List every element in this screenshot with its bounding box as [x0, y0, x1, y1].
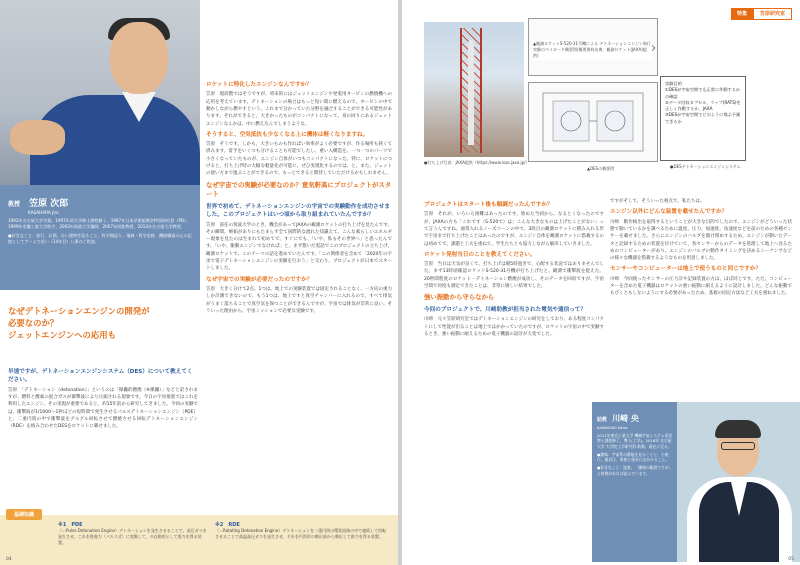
left-col-1: [8, 365, 198, 430]
headline-line-3: ジェットエンジンへの応用も: [8, 330, 116, 341]
des-diagram-graphic: [529, 83, 657, 161]
figure-label: ●DESデトネーションエンジンシステム: [670, 164, 741, 169]
des-caption: ▲DESの概要図: [587, 166, 615, 171]
right-col-1: [424, 198, 604, 338]
assistant-photo: [677, 402, 800, 562]
profile-kana: KASAHARA Jiro: [28, 210, 59, 215]
r-col1-para-3: 川崎 元々笠原研究室ではデトネーションエンジンの研究をしており、ある程度コンパクトにして性能が出ることは地上ではかかっていたのですが、ロケットの宇宙の中で実験するとき、強い振動に耐えるための電子機器の設計が大変でした。: [424, 317, 604, 337]
col2-heading-5: なぜ宇宙での実験が必要だったのですか？: [206, 276, 313, 283]
r-col2-para-2: 川崎 動作検出を取得するということが大きな目的でしたので、エンジンがどういった状態で動いているかを調べるために温度、圧力、加速度、角速度などを前のための各種センサーを載せました。さらにエンジンのバルブを開け閉めするため、エンジンが動いたデータと記録するための装置を付けていて、各センサーからのデータを処理して地上へ送るためのコンピューターがあり、エンジンのバルブの動作タイミングを決めるシーケンサなどの様々な機器を搭載するようなものを用意しました。: [610, 219, 792, 262]
r-col2-para-3: 川崎 今回使ったセンサーの圧力計や記録装置の方は、ほぼ同じです。ただ、コンピューターを含めた電子機器はロケットの強い振動に耐えるように設計しました。どんな振動でもびくともしないようにする必要があったため、基板の固定方法など工夫を重ねました。: [610, 276, 792, 297]
r-col2-heading-1: エンジン以外にどんな装置を載せたんですか？: [610, 209, 728, 216]
headline-line-2: 必要なのか？: [8, 318, 59, 329]
rocket-launch-photo: [424, 22, 524, 157]
k-profile-bio-1: 2011年東京工業大学 機械宇宙システム専攻 博士課程修了。博士(工学)。2016年 名古屋大学 大学院工学研究科 助教。現在に至る。: [597, 432, 673, 450]
professor-photo: [0, 0, 200, 185]
rde-title: ※2 RDE: [215, 522, 240, 528]
question-1: 早速ですが、デトネーションエンジンシステム（DES）について教えてください。: [8, 369, 193, 384]
r-col2-heading-2: センサーやコンピューターは地上で使うものと同じですか？: [610, 266, 762, 273]
profile-title: 教授: [8, 201, 21, 208]
goal-1: ①DESが宇宙空間でも正常に作動するかの確認: [665, 87, 741, 99]
col2-para-4: 笠原 大きく分けて2点。1つは、地上での実験装置では固定されることなく、一方向の重力しか計測できないので、もう1つは、地上ですと真空チャンバーに入れるので、すべて排気がうまく落ちることで真空気を保つことができるんですが、宇宙では排気が非常に良い。そういった理由から、宇宙ミッションで必要な実験です。: [206, 286, 392, 314]
profile-name: 笠原 次郎: [29, 199, 69, 209]
rocket-caption: ▲観測ロケットS-520-31号機による デトネーションエンジン飛行実験のペイロード概要図(概要資料出典：観測ロケット(JAXA)提供): [533, 41, 651, 58]
col2-heading-4: 世界で初めて、デトネーションエンジンの宇宙での実験動作を成功させました。このプロジェクトはいつ頃から取り組まれていたんですか？: [206, 203, 390, 219]
left-page-number: 04: [6, 557, 12, 562]
col2-para-2: 笠原 そうです。しかも、大きいものも作ればい効率がよく必要ですが、作る場所も狭くて済みます。着手をいくつも分けることも可能でしたし、重い入構造を、一つ一つのパーツで小さくなっていたものが、エンジン自体がいつもコンパクトになった。特に、ロケットにつけると、打ち上げ時の大幅な軽量化が可能に。ぜひ実現化するのでは、と。また、ジェットの使い方まで運ぶことができるので、もっとできると期待していただけるかもしれません。: [206, 142, 392, 177]
col2-para-1: 笠原 現段階ではそうですが、将来的にはジェットエンジンや発電用タービンの燃焼機への応用を考えています。デトネーションの場合はもっと短い間に燃えるので、タービンの中で動かしながら燃やすという、これまで分かっていた分野を融合することができる可能性があります。それができると、大きかったものがコンパクトになって、身の回りにあるジェットエンジンなんかは、中に燃え込んでしまうような。: [206, 92, 392, 127]
header-tag: 特集: [731, 8, 753, 20]
headline-line-1: なぜデトネーションエンジンの開発が: [8, 306, 150, 316]
right-col-2: [610, 198, 792, 298]
k-profile-bio-2: ●趣味：宇宙系の番組を見ることと、小旅行。最近は、家族と週末に出かけること。: [597, 451, 670, 463]
col2-heading-2: そうすると、空気抵抗も少なくなる上に機体は軽くなりますね。: [206, 131, 369, 138]
k-profile-name: 川崎 央: [612, 414, 639, 423]
r-col1-para-2: 笠原 当日は天気が良くて、打ち上げは朝5時過ぎで、心配する状況ではありませんでした。まず13時頃確認ロケットS-520-31号機が打ち上げたと。観測で衝撃波を捉えた。20秒間程度のロケット・デトネーション燃焼が成功し、そのデータを回収ですが、宇宙空間で何度も測定できたことは、非常に嬉しい結果でした。: [424, 262, 604, 290]
profile-bio-2: ●好きなこと：旅行、お酒、古い建物を巡ること。科学館巡り。地域・科学史跡、機器構造の元の記憶としてブームで近い（14年目）八事のご相談。: [8, 232, 192, 245]
pde-text: （＝Pulse Detonation Engine）デトネーションを発生させることで、高圧ガスを発生させ、これを推進力（パルス式）に変換して、の自動的として推力を得る装置。: [58, 528, 207, 545]
r-col1-heading-2: ロケット発射当日のことを教えてください。: [424, 251, 536, 258]
k-profile-kana: KAWASAKI Akira: [597, 425, 628, 430]
k-profile-title: 助教: [597, 417, 608, 423]
r-col1-para-1: 笠原 それが、いろいろ困難はあったのです。始めた当初から、なるとくなったのですが、JAXAの方も「これです（S-520で）は」こんな大きなものは上げたことがない」って言うんですね。通常入れるノーズコーンの中で、3段目の観測ロケットに積み入れる形で宇宙まで打ち上げたことはあったのですが、エンジン自体を観測ロケットに搭載するのは初めてで、課題と工夫を重ねて、学生たちとも協力しながら解決していきました。: [424, 212, 604, 247]
k-profile-bio-3: ●好きなこと：読書。「趣味の範囲ですが」と時間があれば読んでいます。: [597, 465, 673, 476]
professor-profile: [0, 185, 200, 290]
left-col-2: [206, 78, 392, 315]
col2-para-3: 笠原 前任の筑波大学のとき、機会があってJAXAの観測ロケットの打ち上げを見たんです。その瞬間、嫉妬がありにもたまらず全て国際的な流れた知識えて、こんな素らしいエネルギー現象を見たのは生まれて初めてで、すぐにでも、「いや、私もその世界へ」と思ったんです。「いや、駆動エンジンでなければ」と、まず想いだ電話でこのプロジェクトの立ち上げ、観測ロケットで、このテーマの話を進めていたんです。「この関係者を含めて「2020年の宇宙で電子デトネーションエンジンの実験を行おう」と交わり、プロジェクトが日本でスタートしました。: [206, 222, 392, 272]
section-header: [731, 8, 792, 20]
right-page-number: 05: [788, 557, 794, 562]
r-col1-heading-1: プロジェクトはスタート後も順調だったんですか？: [424, 202, 553, 208]
photo-credit: ●打ち上げ写真：JAXA提供（https://www.isas.jaxa.jp/）: [424, 160, 530, 165]
rde-text: （＝Rotating Detonation Engine）デトネーションを二重円筒の環状流路の中で連続して回転させることで高温高圧ガスを発生させ、それを円筒形の噴出部から噴出して推力を得る装置。: [215, 528, 387, 539]
goal-0: 実験目的: [665, 81, 682, 86]
col2-heading-1: ロケットに特化したエンジンなんですか？: [206, 82, 312, 88]
experiment-goals: [660, 76, 746, 161]
goal-3: ③DESが宇宙空間でどのように飛ぶ予測できるか: [665, 112, 741, 124]
profile-bio-1: 1992年名古屋大学卒業。1997年同大学修士課程修了。1997年日本学術振興会特別研究員（PD）。1999年室蘭工業大学助手、2003年筑波大学講師、2007年同准教授、2013年名古屋大学教授。: [8, 218, 191, 230]
col2-heading-3: なぜ宇宙での実験が必要なのか？意気軒高にプロジェクトがスタート: [206, 180, 392, 199]
des-diagram: [528, 82, 658, 162]
basic-knowledge-box: [0, 512, 398, 565]
r-col1-heading-3: 強い振動から守らなから: [424, 293, 495, 302]
left-page: [0, 0, 398, 565]
answer-1: 笠原 「デトネーション（detonation）」というのは「爆轟的燃焼（※爆轟）」などと訳されますが、燃料と酸素の混合ガスが衝撃波により圧縮される現象です。今日の宇宙推進ではこれを利用したエンジン、その実現が重要であると、約15年前から研究してきました。今回の実験では、衝撃波が1/1000～1秒ほどの短時間で発生させるパルスデトネーションエンジン（PDE）と、二重円筒の中で衝撃波をグルグル回転させて燃焼させる回転デトネーションエンジン（RDE）を組み合わせたDESをロケットに載せました。: [8, 387, 198, 430]
r-col2-para-1: ですがそして、そういった視点で、私たちは。: [610, 199, 705, 204]
header-title: 笠原研究室: [753, 8, 792, 20]
r-col1-heading-4: 今回のプロジェクトで、川崎助教が担当された電気や通信って？: [424, 306, 586, 313]
goal-2: ②データ回収カプセル、ラップ(RATS)を正しく作動するか、JAXA: [665, 99, 741, 112]
pde-title: ※1 PDE: [58, 522, 83, 528]
assistant-profile: [592, 402, 678, 562]
basic-knowledge-label: 基礎知識: [6, 509, 42, 520]
headline: [8, 305, 198, 342]
right-page: [402, 0, 800, 565]
